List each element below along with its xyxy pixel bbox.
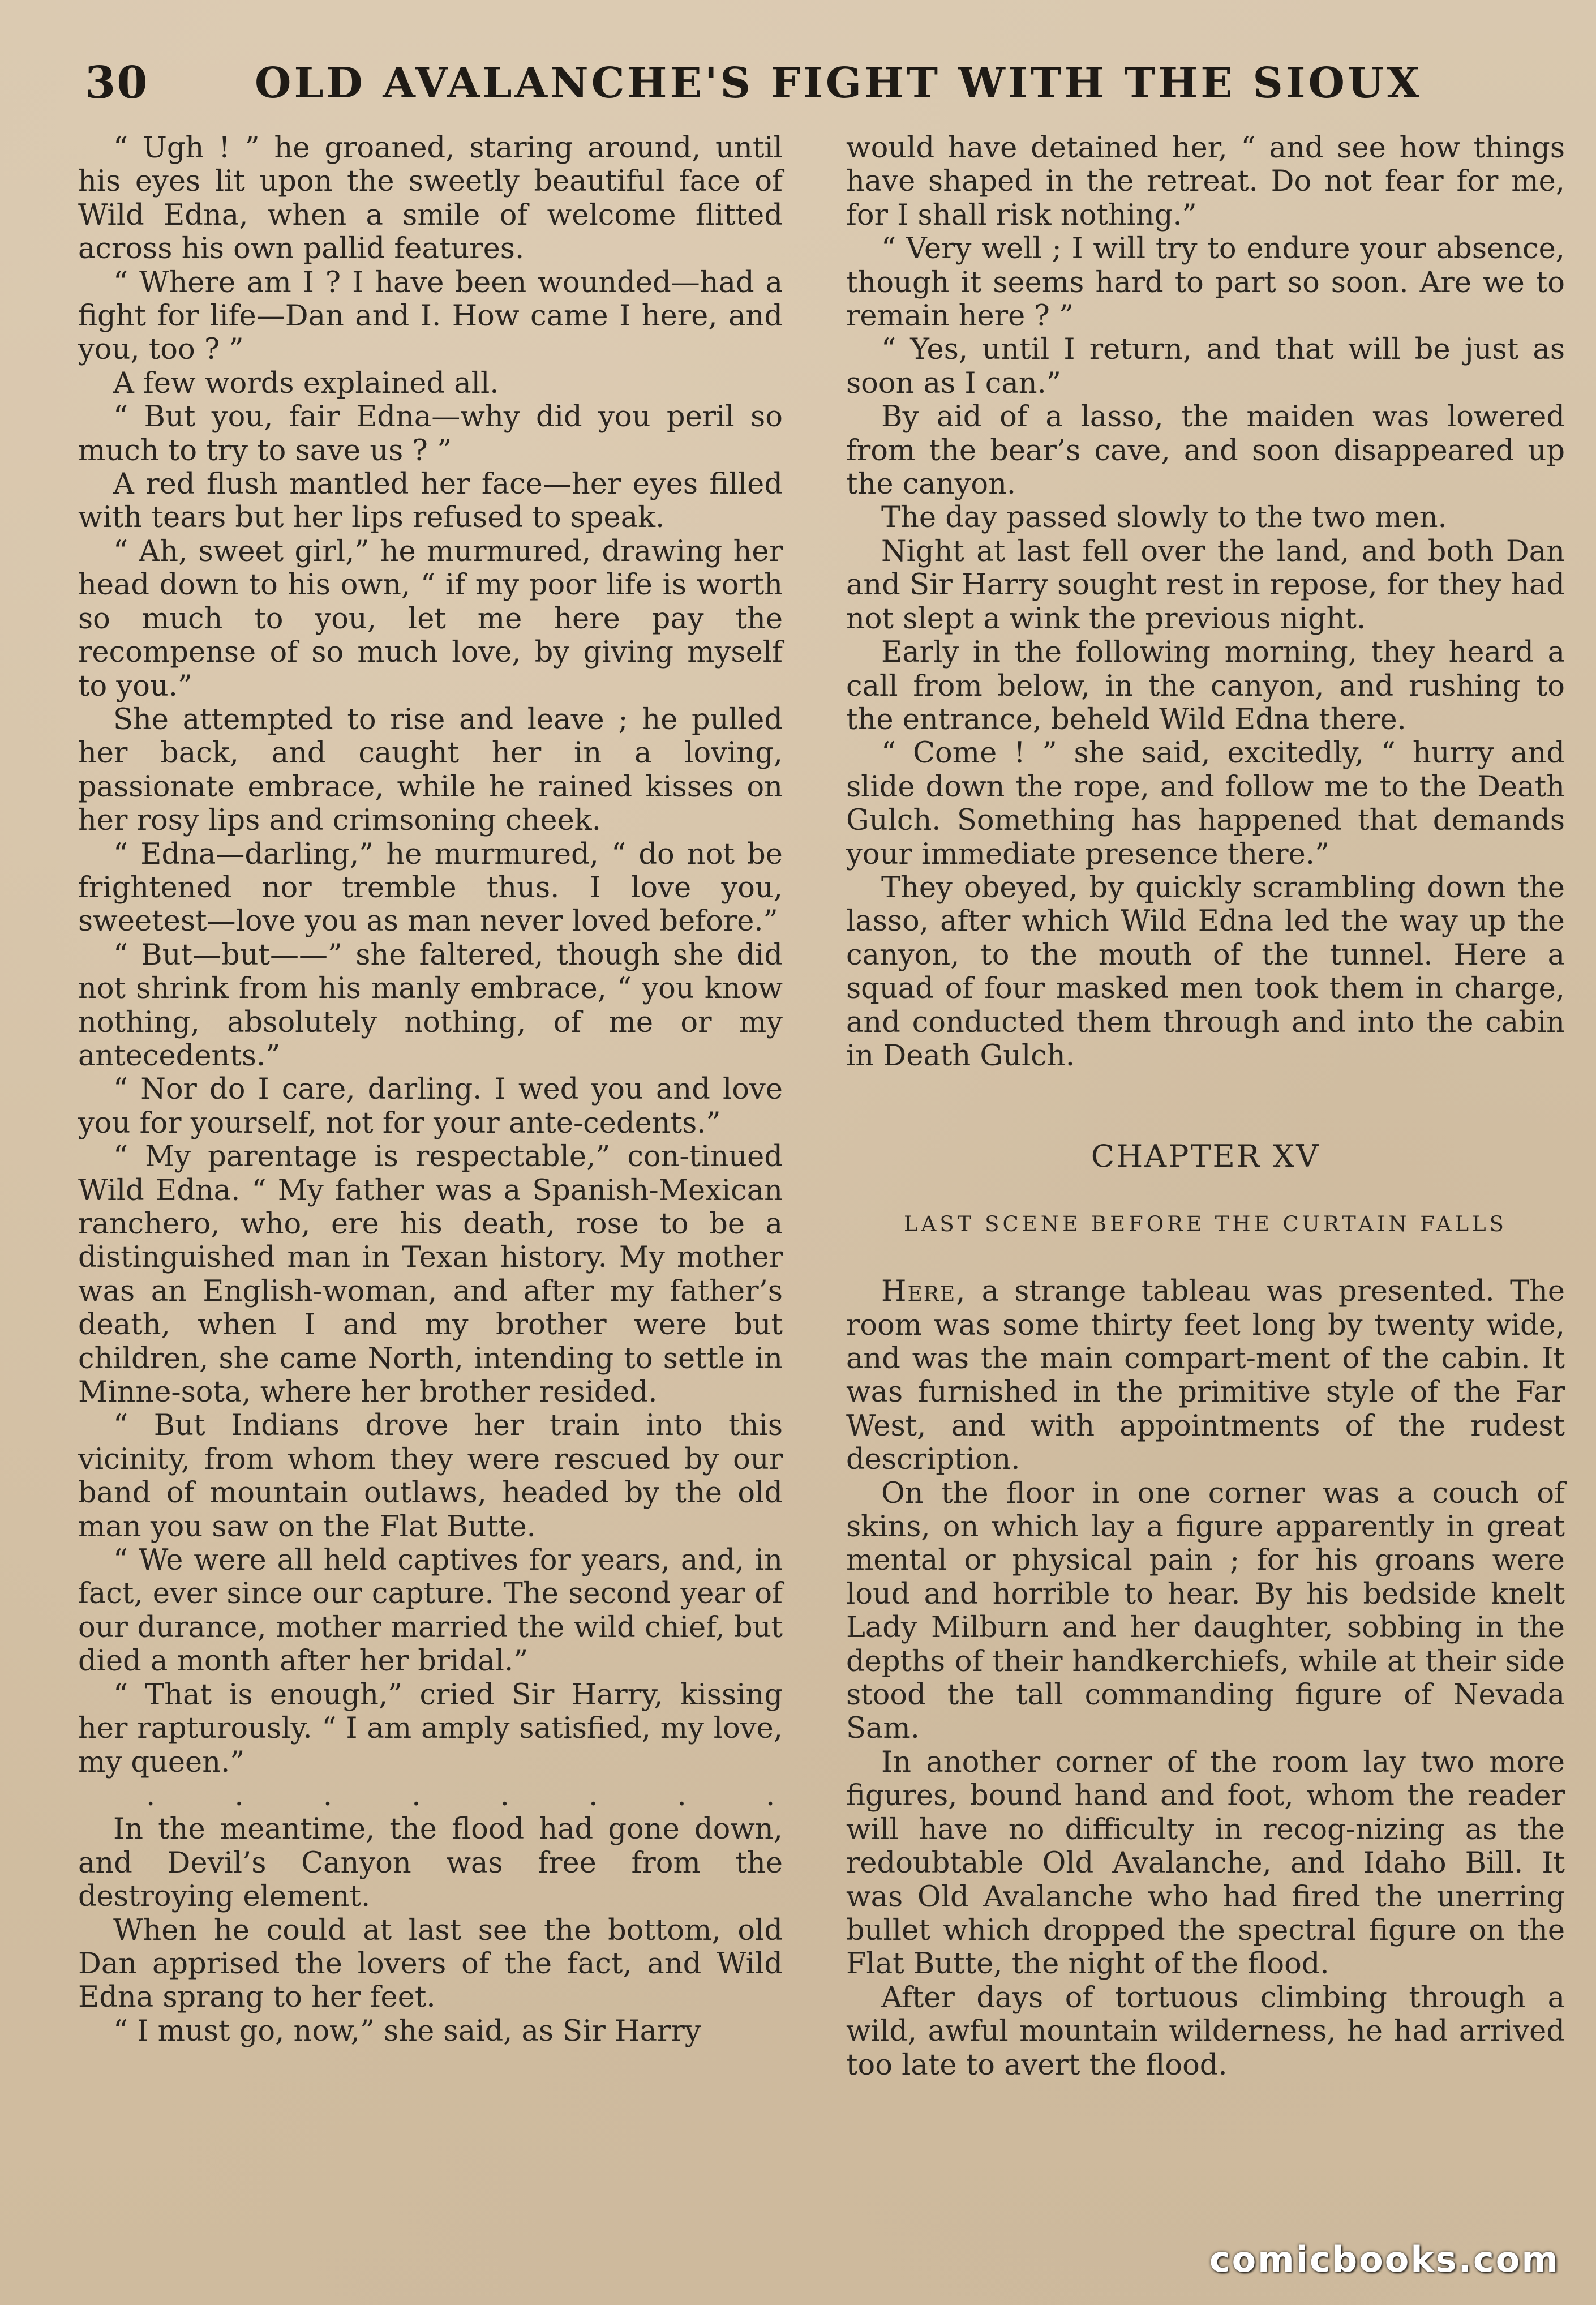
paragraph: A few words explained all. <box>113 366 499 400</box>
paragraph: They obeyed, by quickly scrambling down the lasso, after which Wild Edna led the way up the canyon, to the mouth of the tunnel. Here a squad of four masked men took them in charge, and conducted them through and into the cabin in Death Gulch. <box>846 871 1565 1073</box>
section-break: . . . . . . . . <box>146 1779 810 1813</box>
paragraph: In another corner of the room lay two more figures, bound hand and foot, whom the reader will have no difficulty in recog-nizing as the redoubtable Old Avalanche, and Idaho Bill. It was Old Avalanche who had fired the unerring bullet which dropped the spectral figure on the Flat Butte, the night of the flood. <box>846 1745 1565 1981</box>
paragraph: “ We were all held captives for years, and, in fact, ever since our capture. The second year of our durance, mother married the wild chief, but died a month after her bridal.” <box>78 1544 783 1678</box>
opening-text: a strange tableau was presented. The room was some thirty feet long by twenty wide, and was the main compart-ment of the cabin. It was furnished in the primitive style of the Far West, and with appointments of the rudest description. <box>846 1275 1565 1477</box>
paragraph: “ Ah, sweet girl,” he murmured, drawing her head down to his own, “ if my poor life is worth so much to you, let me here pay the recompense of so much love, by giving myself to you.” <box>78 534 783 703</box>
paragraph: By aid of a lasso, the maiden was lowered from the bear’s cave, and soon disappeared up the canyon. <box>846 400 1565 502</box>
paragraph: “ Very well ; I will try to endure your absence, though it seems hard to part so soon. Are we to remain here ? ” <box>846 232 1565 333</box>
chapter-title: CHAPTER XV <box>1091 1138 1320 1175</box>
paragraph: “ Nor do I care, darling. I wed you and love you for yourself, not for your ante-cedents.” <box>78 1073 783 1140</box>
paragraph: “ That is enough,” cried Sir Harry, kissing her rapturously. “ I am amply satisfied, my love, my queen.” <box>78 1678 783 1779</box>
paragraph: “ Where am I ? I have been wounded—had a fight for life—Dan and I. How came I here, and you, too ? ” <box>78 265 783 367</box>
paragraph: “ My parentage is respectable,” con-tinued Wild Edna. “ My father was a Spanish-Mexican ranchero, who, ere his death, rose to be a distinguished man in Texan history. My mother was an English-woman, and after my father’s death, when I and my brother were but children, she came North, intending to settle in Minne-sota, where her brother resided. <box>78 1140 783 1409</box>
chapter-subtitle: LAST SCENE BEFORE THE CURTAIN FALLS <box>904 1211 1507 1236</box>
paragraph: She attempted to rise and leave ; he pulled her back, and caught her in a loving, passionate embrace, while he rained kisses on her rosy lips and crimsoning cheek. <box>78 702 783 838</box>
page-number: 30 <box>85 57 149 109</box>
paragraph: In the meantime, the flood had gone down, and Devil’s Canyon was free from the destroying element. <box>78 1813 783 1914</box>
paragraph: “ Edna—darling,” he murmured, “ do not be frightened nor tremble thus. I love you, sweetest—love you as man never loved before.” <box>78 837 783 939</box>
paragraph: “ I must go, now,” she said, as Sir Harry <box>113 2014 701 2048</box>
paragraph: A red flush mantled her face—her eyes filled with tears but her lips refused to speak. <box>78 468 783 535</box>
chapter-opening-paragraph <box>846 1275 1565 1476</box>
watermark: comicbooks.com <box>1209 2239 1560 2280</box>
paragraph: “ But you, fair Edna—why did you peril so much to try to save us ? ” <box>78 400 783 468</box>
opening-word: Here, <box>881 1275 967 1309</box>
paragraph: would have detained her, “ and see how things have shaped in the retreat. Do not fear for me, for I shall risk nothing.” <box>846 131 1565 232</box>
paragraph: Night at last fell over the land, and both Dan and Sir Harry sought rest in repose, for they had not slept a wink the previous night. <box>846 534 1565 636</box>
paragraph: After days of tortuous climbing through a wild, awful mountain wilderness, he had arrived too late to avert the flood. <box>846 1981 1565 2082</box>
page-header <box>85 52 1422 114</box>
paragraph: When he could at last see the bottom, old Dan apprised the lovers of the fact, and Wild Edna sprang to her feet. <box>78 1913 783 2015</box>
left-column <box>78 131 810 2048</box>
paragraph: On the floor in one corner was a couch of skins, on which lay a figure apparently in great mental or physical pain ; for his groans were loud and horrible to hear. By his bedside knelt Lady Milburn and her daughter, sobbing in the depths of their handkerchiefs, while at their side stood the tall commanding figure of Nevada Sam. <box>846 1476 1565 1746</box>
running-title: OLD AVALANCHE'S FIGHT WITH THE SIOUX <box>255 59 1422 108</box>
right-column <box>846 131 1565 2082</box>
paragraph: “ But Indians drove her train into this vicinity, from whom they were rescued by our band of mountain outlaws, headed by the old man you saw on the Flat Butte. <box>78 1409 783 1544</box>
paragraph: “ But—but——” she faltered, though she did not shrink from his manly embrace, “ you know nothing, absolutely nothing, of me or my antecedents.” <box>78 938 783 1073</box>
paragraph: “ Ugh ! ” he groaned, staring around, until his eyes lit upon the sweetly beautiful face of Wild Edna, when a smile of welcome flitted across his own pallid features. <box>78 131 783 266</box>
paragraph: “ Come ! ” she said, excitedly, “ hurry and slide down the rope, and follow me to the Death Gulch. Something has happened that demands your immediate presence there.” <box>846 736 1565 871</box>
paragraph: “ Yes, until I return, and that will be just as soon as I can.” <box>846 333 1565 400</box>
paragraph: The day passed slowly to the two men. <box>881 501 1447 535</box>
paragraph: Early in the following morning, they heard a call from below, in the canyon, and rushing to the entrance, beheld Wild Edna there. <box>846 636 1565 736</box>
